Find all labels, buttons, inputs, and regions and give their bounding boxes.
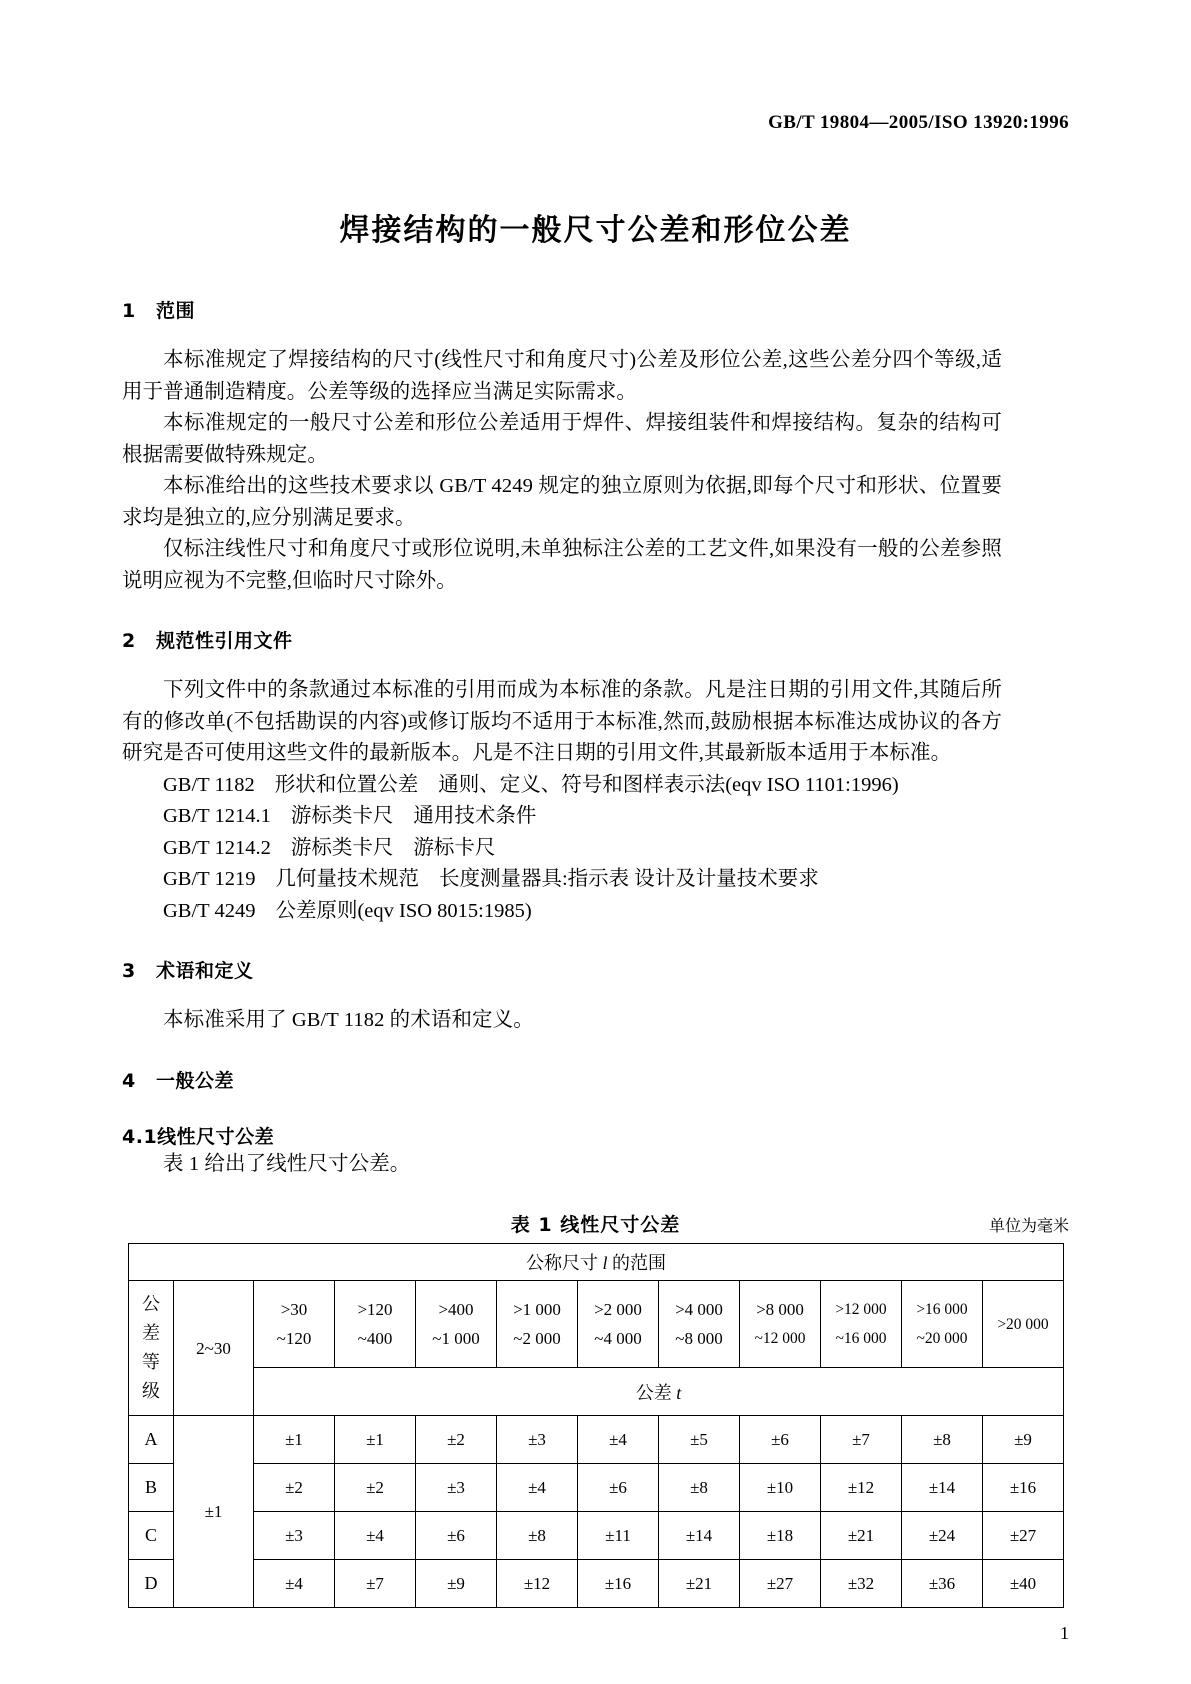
table1-cell-C-10: ±27 <box>983 1512 1064 1560</box>
range-top: >4 000 <box>675 1300 723 1319</box>
section-number-4: 4 <box>122 1069 136 1092</box>
range-top: 2~30 <box>196 1338 231 1358</box>
range-bottom: ~120 <box>276 1329 312 1348</box>
table1-range-header-7 <box>740 1281 821 1368</box>
list-item <box>122 770 1002 802</box>
section1-paragraph-3: 本标准给出的这些技术要求以 GB/T 4249 规定的独立原则为依据,即每个尺寸和形状、位置要求均是独立的,应分别满足要求。 <box>122 475 1002 529</box>
list-item <box>122 833 1002 865</box>
range-bottom: ~400 <box>357 1329 393 1348</box>
table-row <box>129 1560 1064 1608</box>
section-number-1: 1 <box>122 300 136 322</box>
table1-cell-A-3: ±2 <box>416 1416 497 1464</box>
reference-title: 公差原则(eqv ISO 8015:1985) <box>275 899 532 922</box>
class-label-char: 级 <box>142 1381 160 1401</box>
table1-cell-B-9: ±14 <box>902 1464 983 1512</box>
section-title-1: 范围 <box>156 300 196 322</box>
table1-cell-C-1: ±3 <box>254 1512 335 1560</box>
table1-cell-A-8: ±7 <box>821 1416 902 1464</box>
table1-cell-C-5: ±11 <box>578 1512 659 1560</box>
normative-reference-list <box>122 770 1002 928</box>
table1-caption: 表 1 线性尺寸公差 <box>510 1214 681 1236</box>
section-heading-2 <box>122 626 1002 653</box>
section-heading-1 <box>122 296 1002 323</box>
table1-cell-C-3: ±6 <box>416 1512 497 1560</box>
table1-cell-D-1: ±4 <box>254 1560 335 1608</box>
table1-range-header-6 <box>659 1281 740 1368</box>
reference-subtitle: 通用技术条件 <box>413 805 537 827</box>
document-title: 焊接结构的一般尺寸公差和形位公差 <box>339 213 852 248</box>
list-item <box>122 801 1002 833</box>
range-top: >16 000 <box>916 1301 968 1318</box>
reference-code: GB/T 1182 <box>163 773 255 796</box>
range-bottom: ~12 000 <box>754 1330 806 1347</box>
class-label-char: 公 <box>142 1294 160 1314</box>
page-number: 1 <box>1060 1623 1069 1643</box>
table1-cell-D-3: ±9 <box>416 1560 497 1608</box>
list-item <box>122 864 1002 896</box>
table1-range-header-3 <box>416 1281 497 1368</box>
table1-grade-D: D <box>129 1560 174 1608</box>
table1-cell-B-10: ±16 <box>983 1464 1064 1512</box>
section-title-2: 规范性引用文件 <box>156 630 293 652</box>
section-number-4-1: 4.1 <box>122 1125 158 1148</box>
table1-cell-B-4: ±4 <box>497 1464 578 1512</box>
reference-subtitle: 游标卡尺 <box>413 836 496 859</box>
range-top: >1 000 <box>513 1300 561 1319</box>
section-number-3: 3 <box>122 960 136 982</box>
table1-cell-B-1: ±2 <box>254 1464 335 1512</box>
reference-subtitle: 通则、定义、符号和图样表示法(eqv ISO 1101:1996) <box>438 773 899 796</box>
range-bottom: ~20 000 <box>916 1330 968 1347</box>
table1-range-header-4 <box>497 1281 578 1368</box>
range-bottom: ~8 000 <box>675 1329 723 1348</box>
section-number-2: 2 <box>122 630 136 652</box>
list-item <box>122 896 1002 928</box>
tolerance-band-prefix: 公差 <box>635 1382 677 1403</box>
range-bottom: ~2 000 <box>513 1329 561 1348</box>
table1-cell-C-9: ±24 <box>902 1512 983 1560</box>
section2-paragraph-1: 下列文件中的条款通过本标准的引用而成为本标准的条款。凡是注日期的引用文件,其随后所有的修改单(不包括勘误的内容)或修订版均不适用于本标准,然而,鼓励根据本标准达成协议的各方研究是否可使用这些文件的最新版本。凡是不注日期的引用文件,其最新版本适用于本标准。 <box>122 679 1002 764</box>
table1-cell-D-6: ±21 <box>659 1560 740 1608</box>
table1-cell-C-6: ±14 <box>659 1512 740 1560</box>
section-heading-4 <box>122 1066 1002 1093</box>
table1-class-label <box>129 1281 174 1416</box>
table1-cell-D-8: ±32 <box>821 1560 902 1608</box>
table1-cell-B-7: ±10 <box>740 1464 821 1512</box>
range-top: >20 000 <box>997 1315 1049 1333</box>
range-bottom: ~16 000 <box>835 1330 887 1347</box>
section-title-4: 一般公差 <box>156 1069 235 1092</box>
table1-range-header-10 <box>983 1281 1064 1368</box>
table1-cell-D-7: ±27 <box>740 1560 821 1608</box>
range-top: >120 <box>357 1300 393 1319</box>
section1-paragraph-4: 仅标注线性尺寸和角度尺寸或形位说明,未单独标注公差的工艺文件,如果没有一般的公差参照说明应视为不完整,但临时尺寸除外。 <box>122 538 1002 592</box>
table1-range-header-2 <box>335 1281 416 1368</box>
table-row <box>129 1512 1064 1560</box>
table1-cell-A-9: ±8 <box>902 1416 983 1464</box>
section-heading-4-1 <box>122 1122 1002 1149</box>
reference-title: 游标类卡尺 <box>290 805 394 827</box>
table-row <box>129 1464 1064 1512</box>
table1-cell-C-2: ±4 <box>335 1512 416 1560</box>
table-row-tolerance-band <box>129 1368 1064 1416</box>
range-top: >400 <box>438 1300 474 1319</box>
section-title-3: 术语和定义 <box>156 960 254 982</box>
table1-grade-B: B <box>129 1464 174 1512</box>
table1-cell-B-5: ±6 <box>578 1464 659 1512</box>
table1-grade-A: A <box>129 1416 174 1464</box>
reference-title: 游标类卡尺 <box>290 836 394 859</box>
tolerance-band-symbol: t <box>676 1382 682 1403</box>
table1-first-col-value: ±1 <box>174 1416 254 1608</box>
table1-tolerance-band <box>254 1368 1064 1416</box>
table1-cell-A-5: ±4 <box>578 1416 659 1464</box>
table-row-ranges <box>129 1281 1064 1368</box>
table1-cell-D-9: ±36 <box>902 1560 983 1608</box>
table1-cell-B-8: ±12 <box>821 1464 902 1512</box>
band-header-symbol: l <box>602 1253 608 1273</box>
range-bottom: ~4 000 <box>594 1329 642 1348</box>
table1-cell-B-2: ±2 <box>335 1464 416 1512</box>
table-row-band-header <box>129 1244 1064 1281</box>
range-top: >2 000 <box>594 1300 642 1319</box>
table1-band-header <box>129 1244 1064 1281</box>
table1-cell-D-2: ±7 <box>335 1560 416 1608</box>
table1-cell-C-7: ±18 <box>740 1512 821 1560</box>
table-row <box>129 1416 1064 1464</box>
band-header-suffix: 的范围 <box>607 1253 667 1273</box>
table1-range-header-8 <box>821 1281 902 1368</box>
reference-code: GB/T 1214.1 <box>163 805 271 827</box>
table1-cell-C-4: ±8 <box>497 1512 578 1560</box>
table1-linear-dimension-tolerances <box>128 1243 1064 1608</box>
table1-range-header-5 <box>578 1281 659 1368</box>
reference-code: GB/T 1214.2 <box>163 836 271 859</box>
section41-paragraph-1: 表 1 给出了线性尺寸公差。 <box>163 1152 411 1175</box>
section1-paragraph-2: 本标准规定的一般尺寸公差和形位公差适用于焊件、焊接组装件和焊接结构。复杂的结构可根据需要做特殊规定。 <box>122 412 1002 466</box>
body-column <box>122 296 1002 1180</box>
class-label-char: 等 <box>142 1352 160 1372</box>
range-bottom: ~1 000 <box>432 1329 480 1348</box>
table1-range-header-9 <box>902 1281 983 1368</box>
range-top: >8 000 <box>756 1300 804 1319</box>
table1-range-header-0 <box>174 1281 254 1416</box>
section-title-4-1: 线性尺寸公差 <box>157 1125 275 1148</box>
table1-cell-A-4: ±3 <box>497 1416 578 1464</box>
table1-unit-note: 单位为毫米 <box>988 1216 1069 1235</box>
running-header: GB/T 19804—2005/ISO 13920:1996 <box>768 112 1069 133</box>
reference-code: GB/T 1219 <box>163 868 256 890</box>
table1-cell-B-6: ±8 <box>659 1464 740 1512</box>
table1-grade-C: C <box>129 1512 174 1560</box>
table1-cell-A-1: ±1 <box>254 1416 335 1464</box>
section-heading-3 <box>122 956 1002 983</box>
reference-code: GB/T 4249 <box>163 899 256 922</box>
section1-paragraph-1: 本标准规定了焊接结构的尺寸(线性尺寸和角度尺寸)公差及形位公差,这些公差分四个等级,适用于普通制造精度。公差等级的选择应当满足实际需求。 <box>122 349 1002 403</box>
class-label-char: 差 <box>142 1323 160 1343</box>
table1-cell-D-10: ±40 <box>983 1560 1064 1608</box>
table1-cell-A-6: ±5 <box>659 1416 740 1464</box>
table1-cell-A-2: ±1 <box>335 1416 416 1464</box>
table1-cell-A-10: ±9 <box>983 1416 1064 1464</box>
table1-cell-D-4: ±12 <box>497 1560 578 1608</box>
range-top: >30 <box>280 1300 308 1319</box>
range-top: >12 000 <box>835 1301 887 1318</box>
table1-cell-D-5: ±16 <box>578 1560 659 1608</box>
table1-cell-A-7: ±6 <box>740 1416 821 1464</box>
section3-paragraph-1: 本标准采用了 GB/T 1182 的术语和定义。 <box>163 1009 534 1031</box>
reference-title: 几何量技术规范 <box>275 868 419 890</box>
reference-subtitle: 长度测量器具:指示表 设计及计量技术要求 <box>438 868 819 890</box>
reference-title: 形状和位置公差 <box>274 773 419 796</box>
band-header-prefix: 公称尺寸 <box>526 1253 603 1273</box>
table1-cell-B-3: ±3 <box>416 1464 497 1512</box>
table1-range-header-1 <box>254 1281 335 1368</box>
table1-cell-C-8: ±21 <box>821 1512 902 1560</box>
